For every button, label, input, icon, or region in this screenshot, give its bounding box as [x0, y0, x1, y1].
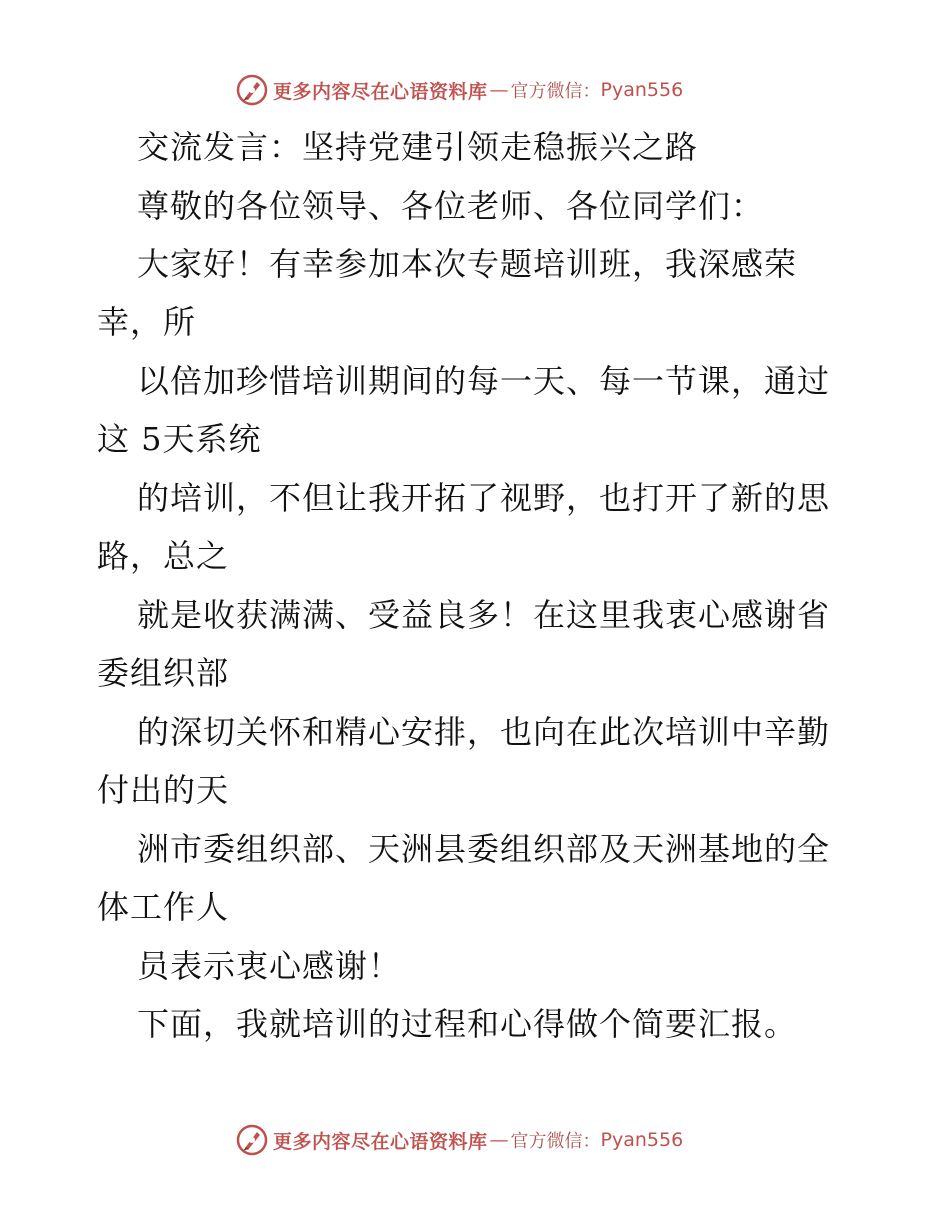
banner-separator: — — [489, 1129, 509, 1151]
body-line: 体工作人 — [97, 888, 230, 926]
banner-wechat-label: 官方微信： — [510, 81, 601, 102]
body-line: 幸，所 — [97, 303, 197, 341]
body-line: 洲市委组织部、天洲县委组织部及天洲基地的全 — [137, 830, 831, 868]
body-line: 委组织部 — [97, 654, 230, 692]
quill-pen-logo-icon — [235, 1123, 269, 1157]
banner-wechat-label: 官方微信： — [510, 1131, 601, 1152]
banner-brand: 更多内容尽在心语资料库 — [273, 80, 488, 103]
banner-separator: — — [489, 79, 509, 101]
body-line: 付出的天 — [97, 771, 230, 809]
body-line: 的培训，不但让我开拓了视野，也打开了新的思 — [137, 479, 831, 517]
quill-pen-logo-icon — [235, 73, 269, 107]
banner-wechat-id: Pyan556 — [600, 79, 684, 101]
header-banner — [235, 73, 683, 107]
body-line: 这 5天系统 — [97, 420, 262, 458]
banner-wechat-id: Pyan556 — [600, 1129, 684, 1151]
document-title: 交流发言：坚持党建引领走稳振兴之路 — [137, 128, 699, 166]
footer-banner — [235, 1123, 683, 1157]
body-line: 就是收获满满、受益良多！在这里我衷心感谢省 — [137, 596, 831, 634]
body-line: 下面，我就培训的过程和心得做个简要汇报。 — [137, 1005, 798, 1043]
body-line: 的深切关怀和精心安排，也向在此次培训中辛勤 — [137, 713, 831, 751]
body-line: 员表示衷心感谢！ — [137, 947, 402, 985]
body-line: 大家好！有幸参加本次专题培训班，我深感荣 — [137, 245, 798, 283]
body-line: 以倍加珍惜培训期间的每一天、每一节课，通过 — [137, 362, 831, 400]
banner-brand: 更多内容尽在心语资料库 — [273, 1130, 488, 1153]
salutation: 尊敬的各位领导、各位老师、各位同学们： — [137, 187, 765, 225]
body-line: 路，总之 — [97, 537, 230, 575]
